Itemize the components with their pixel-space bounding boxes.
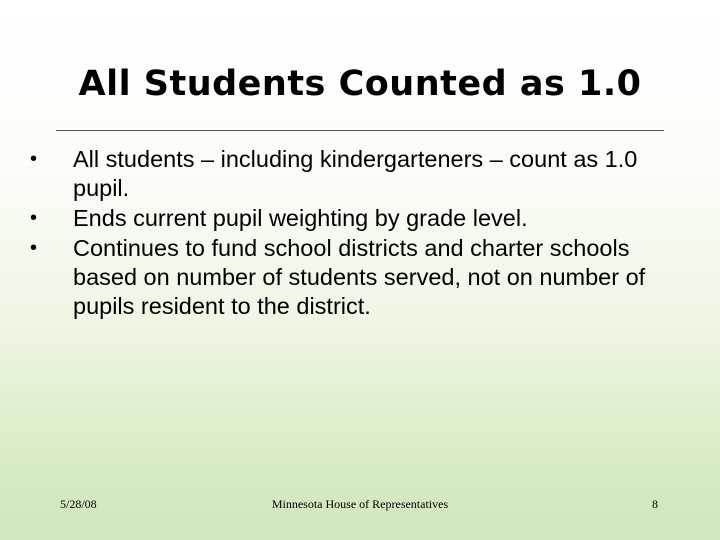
bullet-marker: •	[30, 148, 38, 170]
bullet-text: All students – including kindergarteners – count as 1.0 pupil.	[73, 146, 638, 201]
footer-page-number: 8	[652, 497, 658, 511]
slide-title: All Students Counted as 1.0	[78, 64, 642, 104]
bullet-item	[30, 234, 670, 321]
bullet-marker: •	[30, 207, 38, 229]
bullet-text: Continues to fund school districts and charter schools based on number of students served, not on number of pupils resident to the district.	[73, 235, 646, 319]
bullet-marker: •	[30, 237, 38, 259]
footer-date: 5/28/08	[60, 497, 97, 511]
title-divider	[56, 130, 664, 131]
bullet-item	[30, 145, 670, 203]
bullet-list	[30, 145, 670, 322]
bullet-item	[30, 204, 670, 233]
footer-organization: Minnesota House of Representatives	[271, 497, 449, 511]
bullet-text: Ends current pupil weighting by grade level.	[73, 205, 528, 231]
